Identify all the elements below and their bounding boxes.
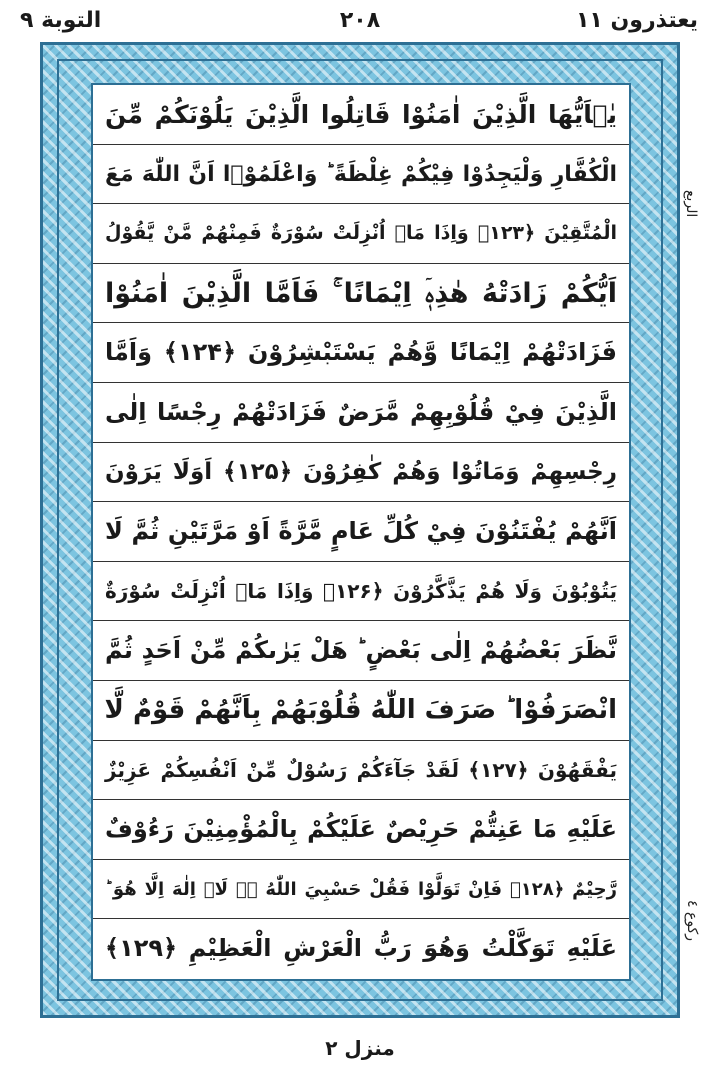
verse-line: انْصَرَفُوْا ؕ صَرَفَ اللّٰهُ قُلُوْبَهُمْ بِاَنَّهُمْ قَوْمٌ لَّا <box>93 681 629 741</box>
verse-line: الَّذِيْنَ فِيْ قُلُوْبِهِمْ مَّرَضٌ فَزَادَتْهُمْ رِجْسًا اِلٰى <box>93 383 629 443</box>
ornamental-border <box>40 42 680 1018</box>
ruku-marker: ركوع ٤ <box>684 900 700 941</box>
verse-line: يَفْقَهُوْنَ ﴿۱۲۷﴾ لَقَدْ جَآءَكُمْ رَسُوْلٌ مِّنْ اَنْفُسِكُمْ عَزِيْزٌ <box>93 741 629 801</box>
page-number: ٢٠٨ <box>339 8 381 33</box>
verse-line: الْمُتَّقِيْنَ ﴿۱۲۳﴾ وَاِذَا مَاۤ اُنْزِلَتْ سُوْرَةٌ فَمِنْهُمْ مَّنْ يَّقُوْلُ <box>93 204 629 264</box>
manzil-label: منزل ٢ <box>325 1036 395 1060</box>
verse-line: رَّحِيْمٌ ﴿۱۲۸﴾ فَاِنْ تَوَلَّوْا فَقُلْ حَسْبِيَ اللّٰهُ ۖۗ لَاۤ اِلٰهَ اِلَّا هُوَ ؕ <box>93 860 629 920</box>
para-name: يعتذرون ١١ <box>575 8 698 33</box>
rub-marker: الربع <box>683 190 699 218</box>
verse-line: اَيُّكُمْ زَادَتْهُ هٰذِهٖۤ اِيْمَانًا ۚ فَاَمَّا الَّذِيْنَ اٰمَنُوْا <box>93 264 629 324</box>
verse-line: عَلَيْهِ تَوَكَّلْتُ وَهُوَ رَبُّ الْعَرْشِ الْعَظِيْمِ ﴿۱۲۹﴾ <box>105 934 617 963</box>
verse-line: يَتُوْبُوْنَ وَلَا هُمْ يَذَّكَّرُوْنَ ﴿۱۲۶﴾ وَاِذَا مَاۤ اُنْزِلَتْ سُوْرَةٌ <box>93 562 629 622</box>
verse-line: اَنَّهُمْ يُفْتَنُوْنَ فِيْ كُلِّ عَامٍ مَّرَّةً اَوْ مَرَّتَيْنِ ثُمَّ لَا <box>93 502 629 562</box>
verse-line: رِجْسِهِمْ وَمَاتُوْا وَهُمْ كٰفِرُوْنَ ﴿۱۲۵﴾ اَوَلَا يَرَوْنَ <box>93 443 629 503</box>
surah-name: التوبة ٩ <box>20 8 102 33</box>
verse-line: يٰۤاَيُّهَا الَّذِيْنَ اٰمَنُوْا قَاتِلُوا الَّذِيْنَ يَلُوْنَكُمْ مِّنَ <box>93 85 629 145</box>
verse-line: نَّظَرَ بَعْضُهُمْ اِلٰى بَعْضٍ ؕ هَلْ يَرٰىكُمْ مِّنْ اَحَدٍ ثُمَّ <box>93 621 629 681</box>
page-header <box>0 0 720 46</box>
verse-line: عَلَيْهِ مَا عَنِتُّمْ حَرِيْصٌ عَلَيْكُمْ بِالْمُؤْمِنِيْنَ رَءُوْفٌ <box>93 800 629 860</box>
text-panel <box>91 83 631 981</box>
verse-line: الْكُفَّارِ وَلْيَجِدُوْا فِيْكُمْ غِلْظَةً ؕ وَاعْلَمُوْۤا اَنَّ اللّٰهَ مَعَ <box>93 145 629 205</box>
verse-line: فَزَادَتْهُمْ اِيْمَانًا وَّهُمْ يَسْتَبْشِرُوْنَ ﴿۱۲۴﴾ وَاَمَّا <box>93 323 629 383</box>
